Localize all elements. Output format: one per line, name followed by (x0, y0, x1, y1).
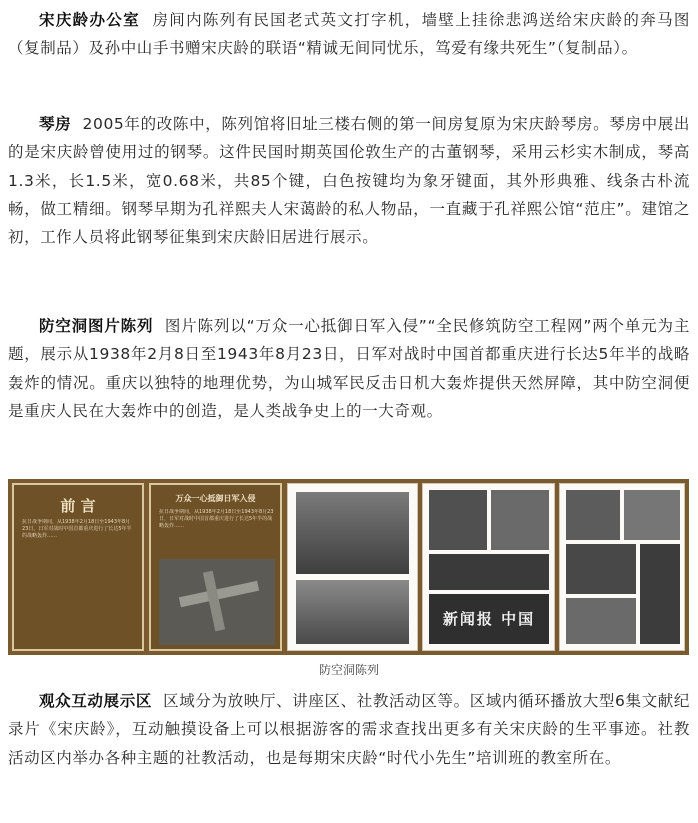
section-heading: 宋庆龄办公室 (39, 11, 140, 29)
section-text: 图片陈列以“万众一心抵御日军入侵”“全民修筑防空工程网”两个单元为主题，展示从1938年2月8日至1943年8月23日，日军对战时中国首都重庆进行长达5年半的战略轰炸的情况。重庆以独特的地理优势，为山城军民反击日机大轰炸提供天然屏障，其中防空洞便是重庆人民在大轰炸中的创造，是人类战争史上的一大奇观。 (8, 317, 690, 420)
section-office (8, 6, 690, 63)
bombing-panel (287, 483, 418, 651)
bombing-photo (296, 492, 409, 574)
section-air-raid-shelter (8, 312, 690, 425)
street-photo (429, 554, 549, 590)
banner-text: 新闻报 中国 (442, 610, 536, 628)
tunnel-photo (624, 490, 680, 540)
photo-caption: 防空洞陈列 (318, 663, 379, 677)
section-heading: 观众互动展示区 (39, 692, 152, 710)
aircraft-photo (159, 559, 275, 645)
crowd-photo (491, 490, 549, 550)
banner-photo (429, 594, 549, 644)
section-text: 区域分为放映厅、讲座区、社教活动区等。区域内循环播放大型6集文献纪录片《宋庆龄》，互动触摸设备上可以根据游客的需求查找出更多有关宋庆龄的生平事迹。社教活动区内举办各种主题的社教活动，也是每期宋庆龄“时代小先生”培训班的教室所在。 (8, 692, 690, 767)
preface-panel (12, 483, 144, 651)
section-heading: 防空洞图片陈列 (39, 317, 154, 335)
section-piano-room (8, 110, 690, 251)
preface-text: 抗日战争期间，从1938年2月18日至1943年8月23日，日军对战时中国首都重庆进行了长达5年半的战略轰炸…… (22, 519, 132, 539)
section-interactive-area (8, 687, 690, 772)
section-text: 房间内陈列有民国老式英文打字机，墙壁上挂徐悲鸿送给宋庆龄的奔马图（复制品）及孙中山手书赠宋庆龄的联语“精诚无间同忧乐，笃爱有缘共死生”（复制品）。 (8, 11, 690, 58)
unit-title: 万众一心抵御日军入侵 (175, 494, 256, 503)
unit-text: 抗日战争期间，从1938年2月18日至1943年8月23日，日军对战时中国首都重庆进行了长达5年半的战略轰炸…… (159, 509, 274, 529)
portrait-photo (429, 490, 487, 550)
group-photo (566, 544, 636, 594)
preface-title: 前 言 (60, 497, 96, 515)
construction-panel (559, 483, 685, 651)
section-text: 2005年的改陈中，陈列馆将旧址三楼右侧的第一间房复原为宋庆龄琴房。琴房中展出的是宋庆龄曾使用过的钢琴。这件民国时期英国伦敦生产的古董钢琴，采用云杉实木制成，琴高1.3米，长1.5米，宽0.68米，共85个键，白色按键均为象牙键面，其外形典雅、线条古朴流畅，做工精细。钢琴早期为孔祥熙夫人宋蔼龄的私人物品，一直藏于孔祥熙公馆“范庄”。建馆之初，工作人员将此钢琴征集到宋庆龄旧居进行展示。 (8, 115, 690, 247)
unit-panel (149, 483, 282, 651)
workers-photo (566, 490, 620, 540)
scaffold-photo (640, 544, 680, 644)
exhibit-photo (8, 479, 689, 655)
ruins-photo (296, 580, 409, 644)
section-heading: 琴房 (39, 115, 72, 133)
site-photo (566, 598, 636, 644)
banner-panel (422, 483, 555, 651)
